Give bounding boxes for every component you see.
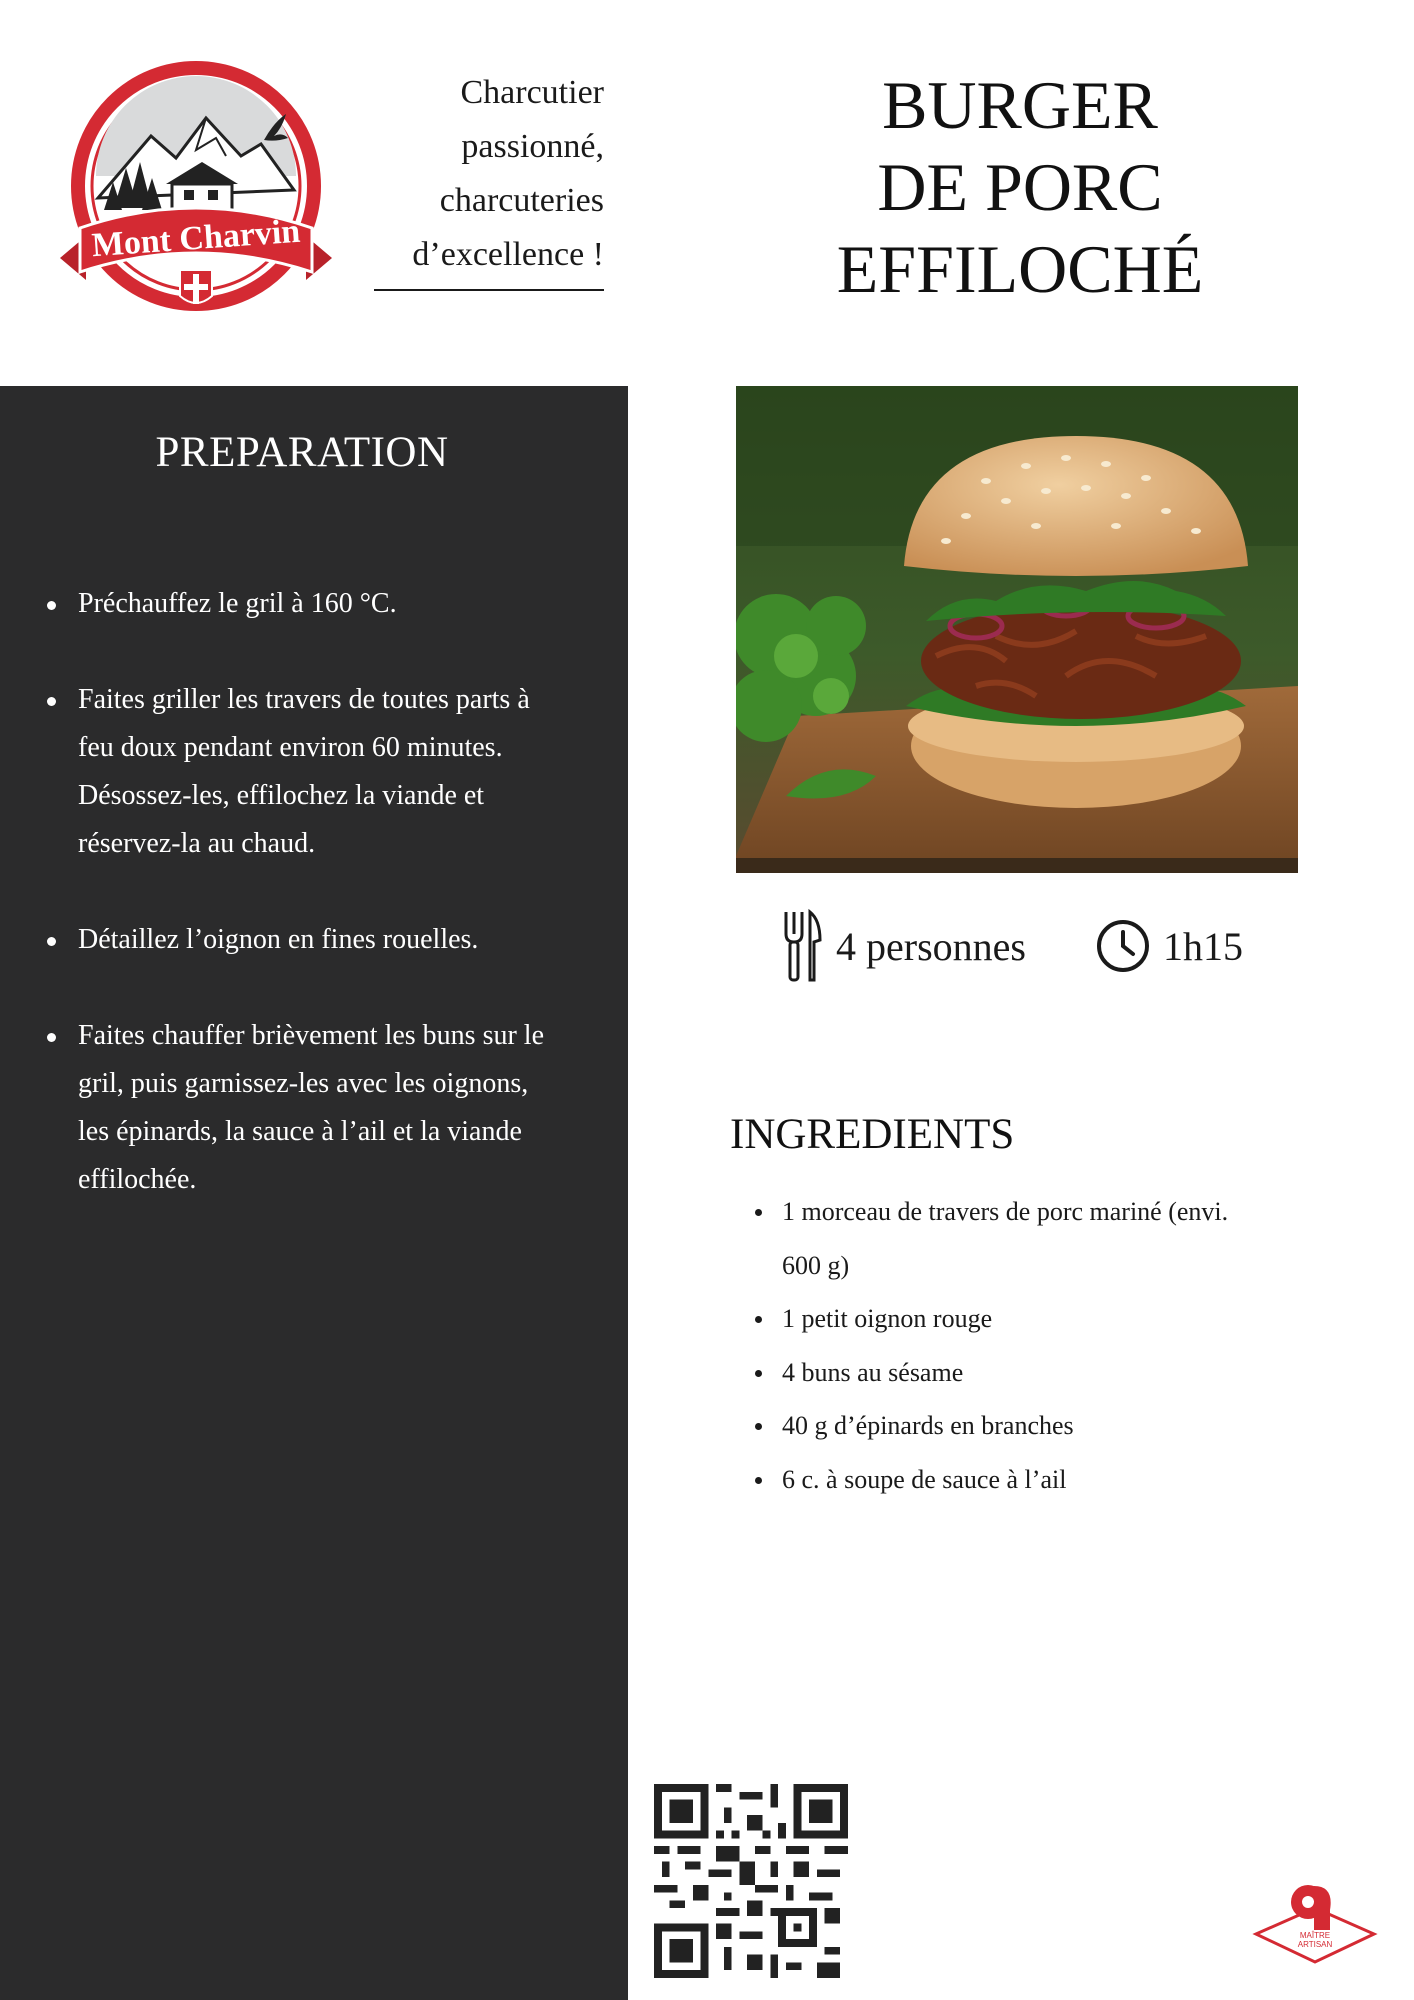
preparation-heading: PREPARATION: [155, 429, 449, 476]
prep-time: [1095, 906, 1295, 986]
brand-logo: [56, 58, 336, 328]
ingredient-item: 4 buns au sésame: [752, 1346, 1272, 1400]
recipe-title: [760, 64, 1280, 310]
servings-text: 4 personnes: [836, 923, 1026, 969]
title-line: BURGER: [882, 67, 1158, 143]
ingredients-heading: INGREDIENTS: [730, 1111, 1015, 1158]
title-line: DE PORC: [877, 149, 1163, 225]
ingredient-item: 40 g d’épinards en branches: [752, 1399, 1272, 1453]
tagline-divider: [374, 289, 604, 291]
ingredients-list: [752, 1185, 1272, 1506]
ingredient-item: 1 morceau de travers de porc mariné (envi. 600 g): [752, 1185, 1272, 1292]
badge-line: MAÎTRE: [1299, 1931, 1331, 1940]
title-line: EFFILOCHÉ: [836, 231, 1204, 307]
preparation-step: Préchauffez le gril à 160 °C.: [40, 580, 560, 628]
tagline-line: passionné,: [461, 128, 604, 165]
clock-icon: [1095, 918, 1151, 974]
qr-code[interactable]: [654, 1784, 848, 1978]
logo-wordmark: Mont Charvin: [90, 212, 302, 265]
brand-tagline: [344, 66, 604, 282]
fork-knife-icon: [780, 906, 824, 986]
tagline-line: d’excellence !: [412, 236, 604, 273]
maitre-artisan-badge: [1250, 1872, 1380, 1964]
badge-line: ARTISAN: [1297, 1940, 1333, 1949]
tagline-line: charcuteries: [439, 182, 604, 219]
time-text: 1h15: [1163, 923, 1243, 969]
preparation-step: Détaillez l’oignon en fines rouelles.: [40, 916, 560, 964]
burger-photo: [736, 386, 1298, 873]
tagline-line: Charcutier: [460, 74, 604, 111]
servings: [780, 906, 1060, 986]
recipe-meta: [780, 906, 1340, 986]
preparation-step: Faites chauffer brièvement les buns sur le gril, puis garnissez-les avec les oignons, les épinards, la sauce à l’ail et la viande effilochée.: [40, 1012, 560, 1204]
ingredient-item: 1 petit oignon rouge: [752, 1292, 1272, 1346]
preparation-steps: [40, 580, 560, 1252]
ingredient-item: 6 c. à soupe de sauce à l’ail: [752, 1453, 1272, 1507]
preparation-step: Faites griller les travers de toutes parts à feu doux pendant environ 60 minutes. Désossez-les, effilochez la viande et réservez-la au chaud.: [40, 676, 560, 868]
